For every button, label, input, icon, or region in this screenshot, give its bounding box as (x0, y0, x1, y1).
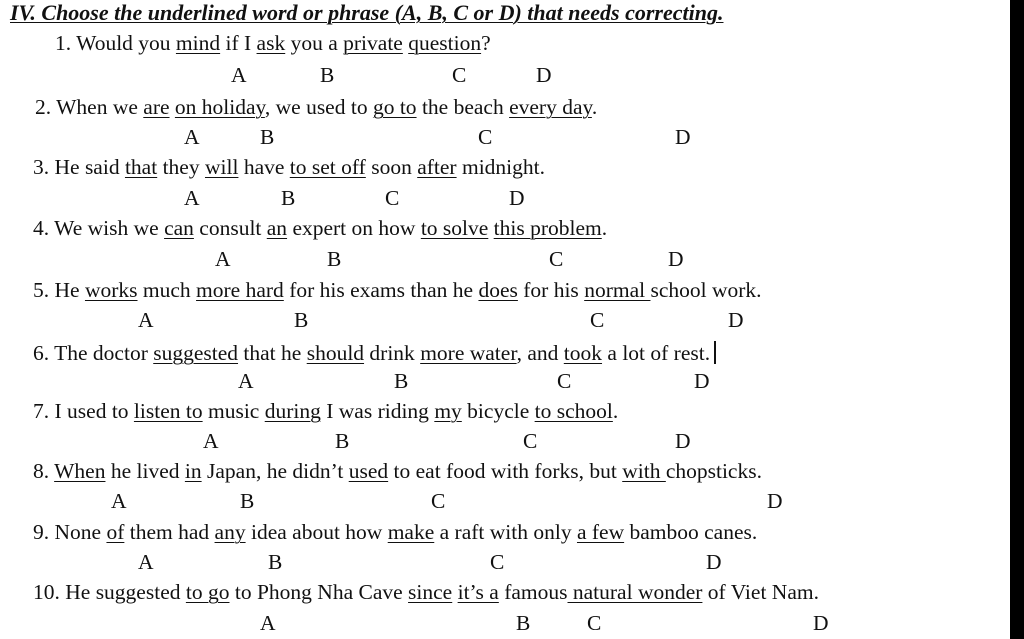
sentence-text: I used to (54, 399, 134, 423)
question-7-sentence (33, 401, 618, 423)
underlined-option: a few (576, 520, 625, 544)
question-6-sentence (33, 341, 716, 365)
sentence-text: chopsticks. (665, 459, 762, 483)
underlined-option: on holiday (174, 95, 265, 119)
question-8-sentence (33, 461, 762, 483)
option-label-b: B (294, 308, 309, 332)
question-9-sentence (33, 522, 757, 544)
sentence-text: None (54, 520, 107, 544)
option-label-a: A (231, 63, 247, 87)
underlined-option: that (124, 155, 158, 179)
underlined-option: to school (534, 399, 613, 423)
sentence-text: famous (498, 580, 568, 604)
sentence-text: Japan, he didn’t (201, 459, 349, 483)
sentence-text: When we (56, 95, 144, 119)
underlined-option: ask (256, 31, 286, 55)
sentence-text: for his (517, 278, 585, 302)
sentence-text: if I (220, 31, 257, 55)
question-number: 1. (55, 31, 72, 55)
underlined-option: after (417, 155, 457, 179)
underlined-option: to solve (420, 216, 489, 240)
sentence-text: We wish we (54, 216, 165, 240)
question-3-sentence (33, 157, 545, 179)
option-label-d: D (536, 63, 552, 87)
underlined-option: every day (509, 95, 592, 119)
underlined-option: does (478, 278, 518, 302)
option-label-c: C (557, 369, 572, 393)
sentence-text: school work. (650, 278, 762, 302)
option-label-a: A (215, 247, 231, 271)
sentence-text: that he (238, 341, 307, 365)
underlined-option: to go (185, 580, 230, 604)
option-label-b: B (320, 63, 335, 87)
sentence-text: . (601, 216, 608, 240)
underlined-option: with (622, 459, 666, 483)
sentence-text: to eat food with forks, but (388, 459, 623, 483)
question-1-sentence (55, 33, 491, 55)
sentence-text: them had (124, 520, 215, 544)
sentence-text: expert on how (287, 216, 421, 240)
underlined-option: during (264, 399, 321, 423)
underlined-option: natural wonder (567, 580, 703, 604)
text-cursor (714, 341, 716, 364)
sentence-text: He (54, 278, 85, 302)
question-number: 8. (33, 459, 50, 483)
option-label-a: A (138, 550, 154, 574)
option-label-b: B (260, 125, 275, 149)
option-label-d: D (706, 550, 722, 574)
option-label-a: A (184, 125, 200, 149)
sentence-text: of Viet Nam. (702, 580, 819, 604)
sentence-text: midnight. (456, 155, 545, 179)
underlined-option: to set off (289, 155, 366, 179)
sentence-text: a lot of rest. (602, 341, 711, 365)
question-number: 5. (33, 278, 50, 302)
option-label-d: D (509, 186, 525, 210)
option-label-c: C (385, 186, 400, 210)
question-number: 6. (33, 341, 50, 365)
option-label-d: D (694, 369, 710, 393)
sentence-text: the beach (416, 95, 510, 119)
sentence-text: He said (54, 155, 125, 179)
exercise-heading: IV. Choose the underlined word or phrase (A, B, C or D) that needs correcting. (10, 0, 724, 25)
option-label-d: D (668, 247, 684, 271)
option-label-d: D (813, 611, 829, 635)
underlined-option: When (54, 459, 106, 483)
question-number: 2. (35, 95, 52, 119)
sentence-text: idea about how (245, 520, 388, 544)
option-label-a: A (111, 489, 127, 513)
underlined-option: can (164, 216, 194, 240)
sentence-text: , and (516, 341, 564, 365)
sentence-text: He suggested (65, 580, 186, 604)
option-label-b: B (335, 429, 350, 453)
underlined-option: this problem (493, 216, 602, 240)
underlined-option: used (348, 459, 389, 483)
option-label-a: A (184, 186, 200, 210)
question-10-sentence (33, 582, 819, 604)
question-4-sentence (33, 218, 607, 240)
option-label-b: B (240, 489, 255, 513)
underlined-option: private (343, 31, 403, 55)
question-5-sentence (33, 280, 762, 302)
option-label-d: D (728, 308, 744, 332)
sentence-text: bamboo canes. (624, 520, 758, 544)
option-label-c: C (590, 308, 605, 332)
underlined-option: more water (420, 341, 517, 365)
sentence-text: , we used to (264, 95, 373, 119)
question-number: 7. (33, 399, 50, 423)
option-label-b: B (281, 186, 296, 210)
sentence-text: Would you (76, 31, 176, 55)
page-edge (1010, 0, 1024, 639)
underlined-option: listen to (133, 399, 203, 423)
sentence-text: drink (364, 341, 421, 365)
underlined-option: question (408, 31, 482, 55)
sentence-text: consult (193, 216, 267, 240)
option-label-c: C (431, 489, 446, 513)
underlined-option: suggested (153, 341, 239, 365)
underlined-option: of (106, 520, 125, 544)
sentence-text: you a (285, 31, 344, 55)
sentence-text: they (157, 155, 205, 179)
sentence-text: bicycle (461, 399, 535, 423)
sentence-text: soon (365, 155, 418, 179)
option-label-c: C (587, 611, 602, 635)
underlined-option: mind (175, 31, 221, 55)
option-label-d: D (675, 429, 691, 453)
sentence-text: have (238, 155, 290, 179)
option-label-b: B (327, 247, 342, 271)
underlined-option: make (387, 520, 435, 544)
sentence-text: to Phong Nha Cave (229, 580, 409, 604)
underlined-option: go to (372, 95, 417, 119)
underlined-option: took (563, 341, 603, 365)
sentence-text: . (591, 95, 598, 119)
option-label-a: A (238, 369, 254, 393)
underlined-option: more hard (196, 278, 284, 302)
option-label-c: C (523, 429, 538, 453)
option-label-a: A (203, 429, 219, 453)
option-label-c: C (478, 125, 493, 149)
option-label-c: C (549, 247, 564, 271)
underlined-option: any (214, 520, 246, 544)
underlined-option: are (143, 95, 170, 119)
underlined-option: in (184, 459, 202, 483)
sentence-text: much (137, 278, 197, 302)
option-label-b: B (394, 369, 409, 393)
question-number: 4. (33, 216, 50, 240)
option-label-d: D (675, 125, 691, 149)
underlined-option: will (204, 155, 239, 179)
underlined-option: since (408, 580, 453, 604)
option-label-b: B (516, 611, 531, 635)
question-2-sentence (35, 97, 597, 119)
sentence-text: The doctor (54, 341, 154, 365)
option-label-b: B (268, 550, 283, 574)
sentence-text: he lived (105, 459, 185, 483)
underlined-option: it’s a (457, 580, 499, 604)
question-number: 10. (33, 580, 60, 604)
sentence-text: for his exams than he (283, 278, 479, 302)
sentence-text: . (612, 399, 619, 423)
sentence-text: a raft with only (434, 520, 577, 544)
option-label-c: C (452, 63, 467, 87)
underlined-option: works (84, 278, 138, 302)
sentence-text: I was riding (320, 399, 435, 423)
underlined-option: my (434, 399, 462, 423)
question-number: 3. (33, 155, 50, 179)
sentence-text: music (202, 399, 265, 423)
question-number: 9. (33, 520, 50, 544)
underlined-option: should (306, 341, 365, 365)
underlined-option: normal (584, 278, 651, 302)
option-label-a: A (138, 308, 154, 332)
underlined-option: an (266, 216, 288, 240)
option-label-d: D (767, 489, 783, 513)
option-label-c: C (490, 550, 505, 574)
option-label-a: A (260, 611, 276, 635)
sentence-text: ? (481, 31, 491, 55)
